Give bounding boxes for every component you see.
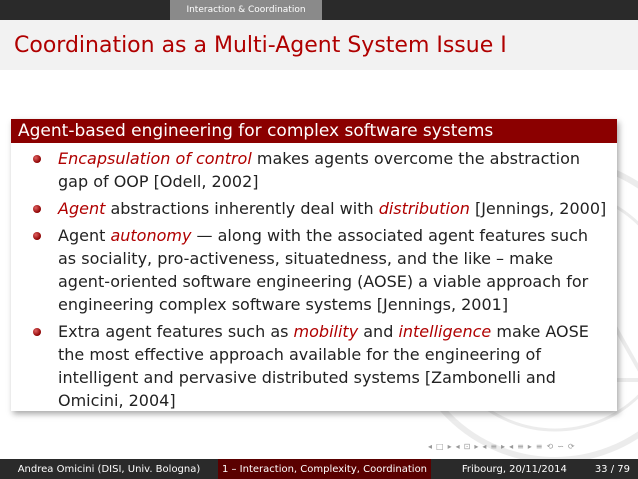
nav-symbol-icon[interactable]: ▸ <box>501 442 506 451</box>
beamer-navigation-symbols <box>428 442 575 454</box>
emphasized-term: intelligence <box>398 322 492 341</box>
emphasized-term: mobility <box>293 322 359 341</box>
nav-symbol-icon[interactable]: □ <box>436 442 444 451</box>
nav-symbol-icon[interactable]: ≡ <box>517 442 524 451</box>
footer <box>0 459 638 479</box>
nav-symbol-icon[interactable]: ◂ <box>482 442 487 451</box>
bullet-list <box>33 147 609 412</box>
top-navigation-bar <box>0 0 638 20</box>
frame-title: Coordination as a Multi-Agent System Issue I <box>14 33 507 58</box>
nav-symbol-icon[interactable]: ⊡ <box>463 442 471 451</box>
nav-symbol-icon[interactable]: ◂ <box>455 442 460 451</box>
section-indicator[interactable]: Interaction & Coordination <box>170 0 322 20</box>
list-item <box>33 224 609 316</box>
nav-symbol-icon[interactable]: ⟳ <box>567 442 575 451</box>
bullet-icon <box>33 205 41 213</box>
footer-page-number: 33 / 79 <box>594 463 630 475</box>
emphasized-term: autonomy <box>110 226 192 245</box>
nav-symbol-icon[interactable]: ▸ <box>474 442 479 451</box>
footer-date-page <box>431 459 638 479</box>
nav-symbol-icon[interactable]: ∽ <box>557 442 564 451</box>
bullet-icon <box>33 232 41 240</box>
emphasized-term: Agent <box>58 199 106 218</box>
item-text: — along with the associated agent features such as sociality, pro-activeness, situatedness, and the like – make agent-oriented software engineering (AOSE) a viable approach for engineering complex software systems [Jennings, 2001] <box>58 226 589 314</box>
nav-symbol-icon[interactable]: ⟲ <box>546 442 554 451</box>
bullet-icon <box>33 328 41 336</box>
emphasized-term: Encapsulation of control <box>58 149 252 168</box>
bullet-icon <box>33 155 41 163</box>
footer-lecture-title: 1 – Interaction, Complexity, Coordination <box>218 459 431 479</box>
item-text: make AOSE the most effective approach available for the engineering of intelligent and pervasive distributed systems [Zambonelli and Omicini, 2004] <box>58 322 589 410</box>
nav-symbol-icon[interactable]: ▸ <box>447 442 452 451</box>
list-item <box>33 197 609 220</box>
item-text: abstractions inherently deal with <box>105 199 379 218</box>
nav-symbol-icon[interactable]: ≡ <box>535 442 543 451</box>
item-text: and <box>358 322 399 341</box>
list-item <box>33 147 609 193</box>
emphasized-term: distribution <box>378 199 470 218</box>
item-text: [Jennings, 2000] <box>469 199 607 218</box>
list-item <box>33 320 609 412</box>
content-block <box>11 119 617 411</box>
nav-symbol-icon[interactable]: ◂ <box>509 442 514 451</box>
footer-date: Fribourg, 20/11/2014 <box>461 463 567 475</box>
nav-symbol-icon[interactable]: ≡ <box>490 442 498 451</box>
block-body <box>11 143 617 412</box>
item-text: Agent <box>58 226 111 245</box>
block-title: Agent-based engineering for complex software systems <box>11 119 617 143</box>
footer-author: Andrea Omicini (DISI, Univ. Bologna) <box>0 459 218 479</box>
item-text: makes agents overcome the abstraction gap of OOP [Odell, 2002] <box>58 149 581 191</box>
nav-symbol-icon[interactable]: ◂ <box>428 442 433 451</box>
item-text: Extra agent features such as <box>58 322 294 341</box>
nav-symbol-icon[interactable]: ▸ <box>527 442 532 451</box>
